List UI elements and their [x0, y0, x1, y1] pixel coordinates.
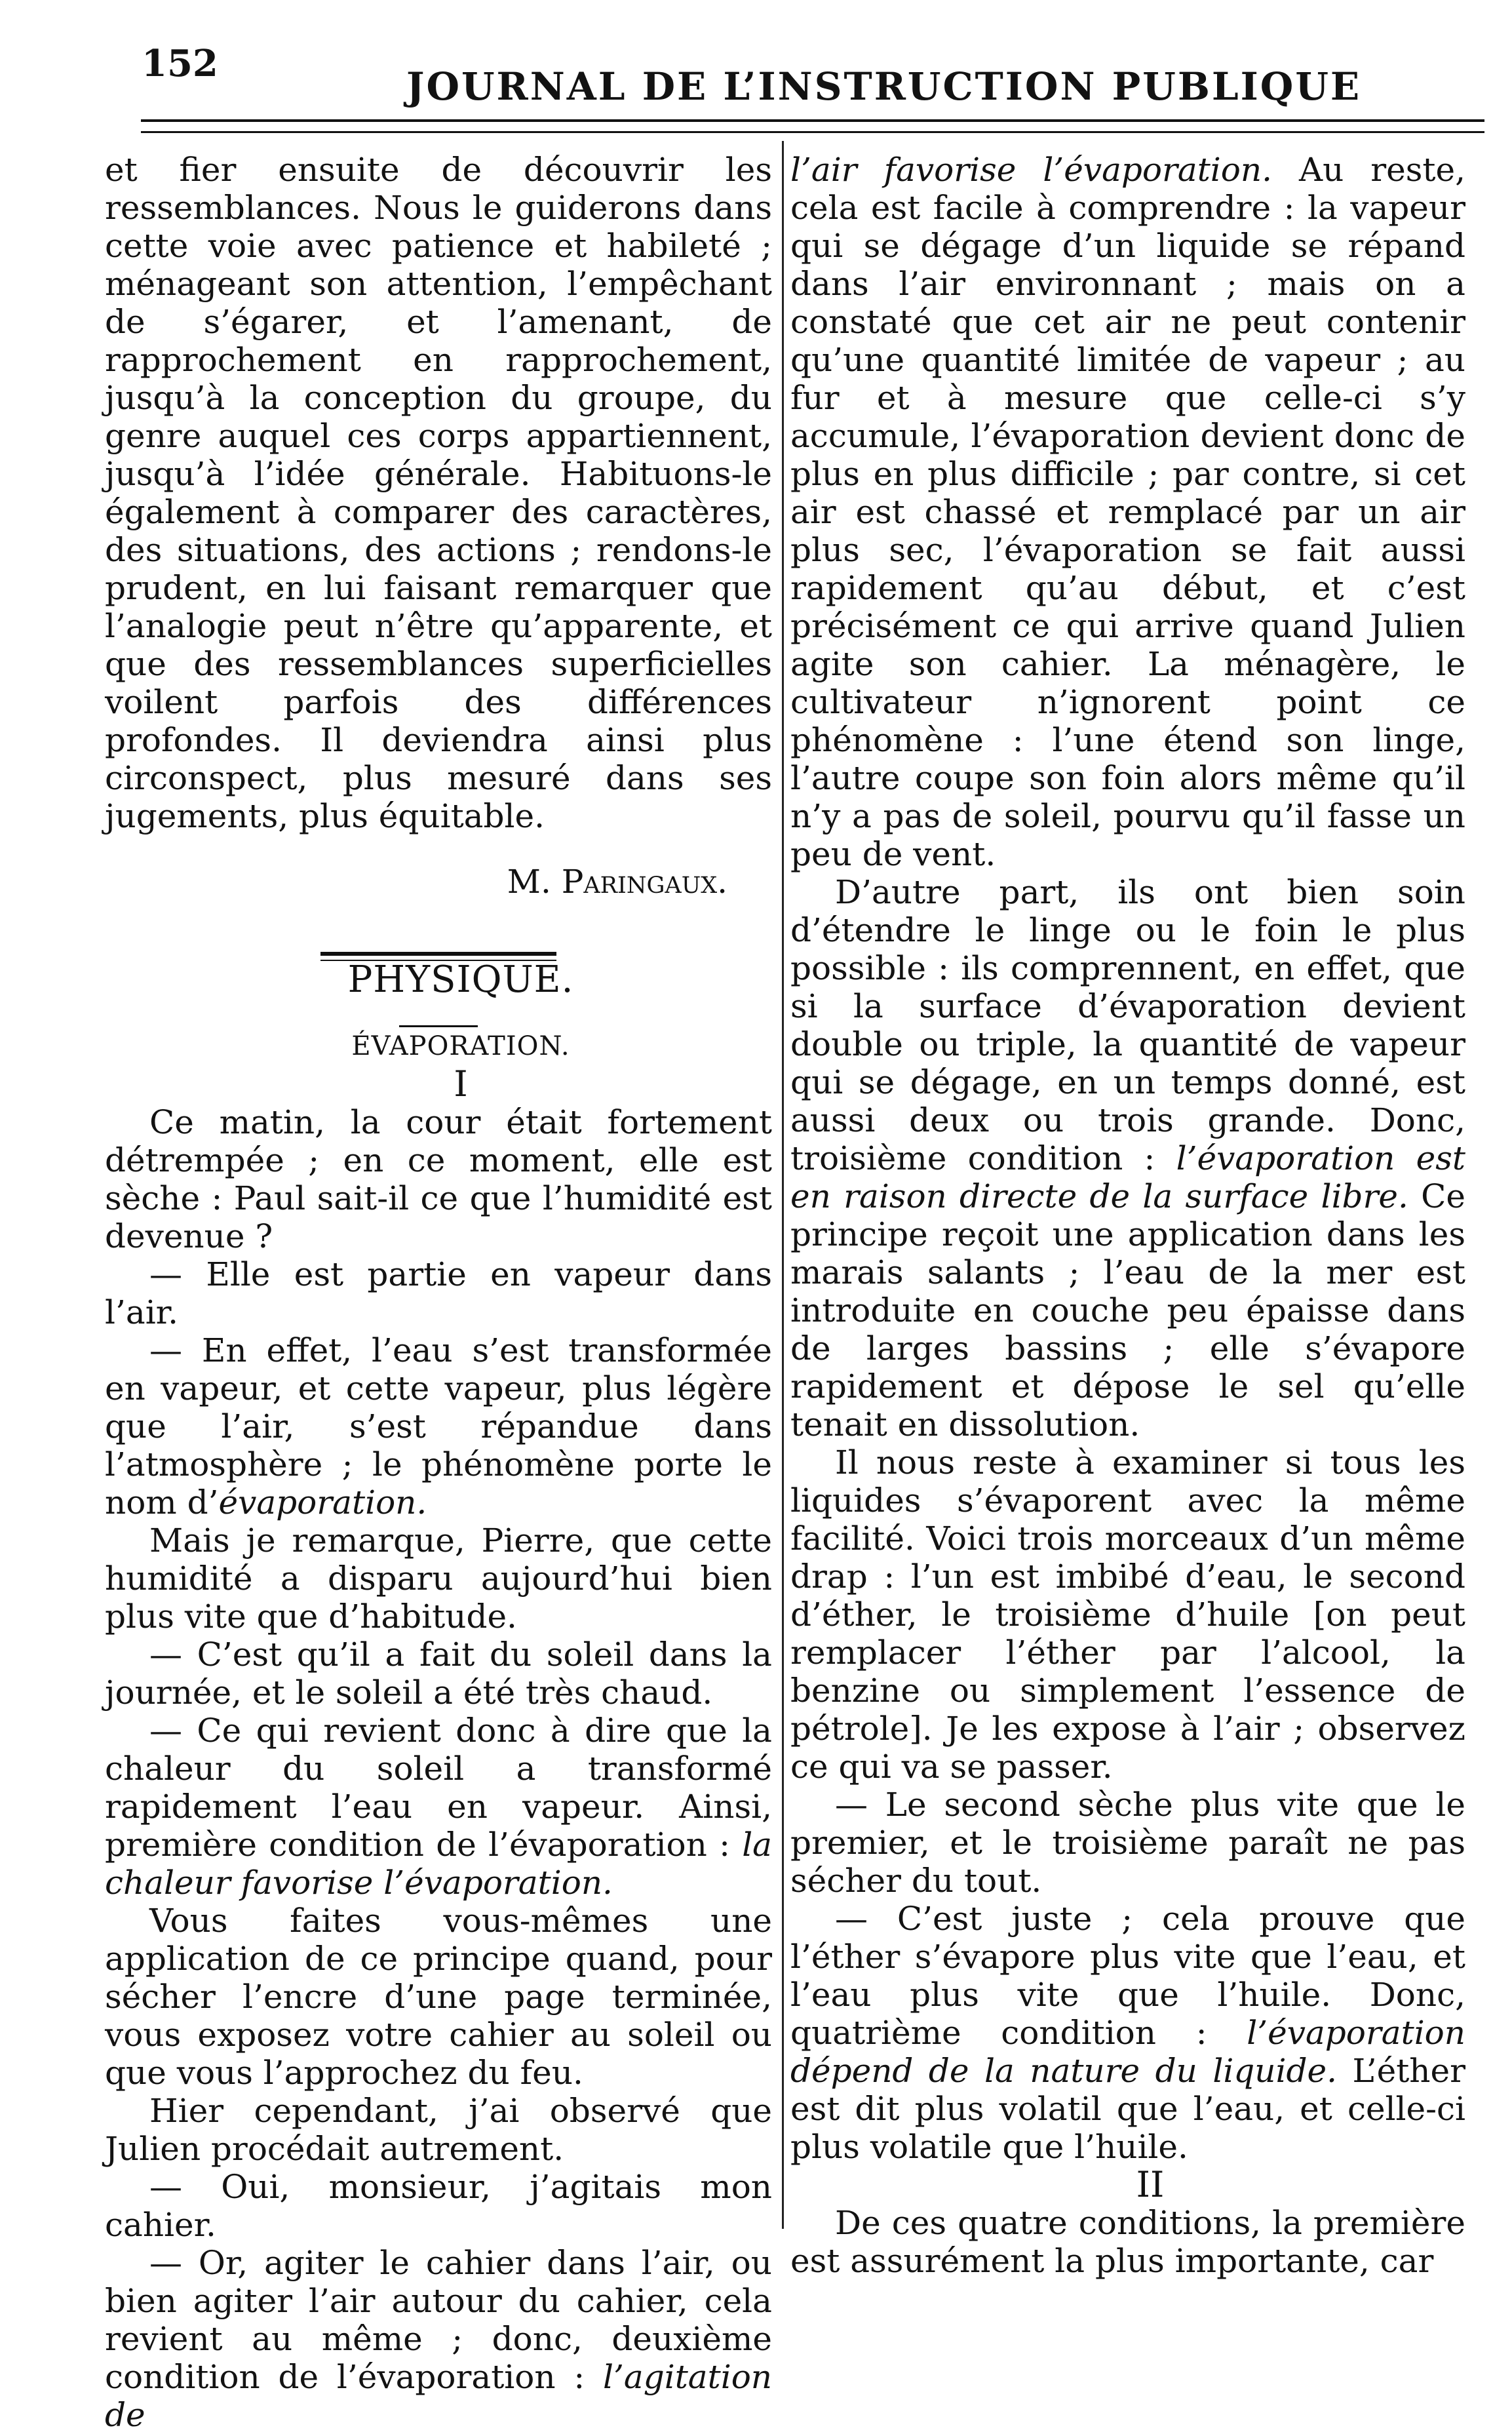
section-numeral-2: II: [1136, 2164, 1165, 2205]
paragraph: Il nous reste à examiner si tous les liquides s’évaporent avec la même facilité. Voici trois morceaux d’un même drap : l’un est imbibé d’eau, le second d’éther, le troisième d’huile [on peut remplacer l’éther par l’alcool, la benzine ou simplement l’essence de pétrole]. Je les expose à l’air ; observez ce qui va se passer.: [790, 1443, 1465, 1786]
running-title: JOURNAL DE L’INSTRUCTION PUBLIQUE: [406, 64, 1362, 109]
text-run: D’autre part, ils ont bien soin d’étendre le linge ou le foin le plus possible : ils comprennent, en effet, que si la surface d’évaporation devient double ou triple, la quantité de vapeur qui se dégage, en un temps donné, est aussi deux ou trois grande. Donc, troisième condition :: [790, 873, 1465, 1177]
paragraph: [105, 1331, 772, 1521]
paragraph: — Le second sèche plus vite que le premier, et le troisième paraît ne pas sécher du tout.: [790, 1786, 1465, 1900]
paragraph: — Oui, monsieur, j’agitais mon cahier.: [105, 2168, 772, 2244]
italic-principle: l’air favorise l’évaporation.: [790, 151, 1272, 189]
italic-principle: l’agitation de: [105, 2358, 772, 2434]
text-run: — Ce qui revient donc à dire que la chaleur du soleil a transformé rapidement l’eau en vapeur. Ainsi, première condition de l’évaporation :: [105, 1712, 772, 1864]
paragraph: — Elle est partie en vapeur dans l’air.: [105, 1255, 772, 1331]
paragraph: [790, 151, 1465, 873]
signature-initial: M.: [507, 863, 562, 901]
author-signature: [105, 863, 727, 901]
paragraph: Ce matin, la cour était fortement détrempée ; en ce moment, elle est sèche : Paul sait-il ce que l’humidité est devenue ?: [105, 1103, 772, 1255]
paragraph: Hier cependant, j’ai observé que Julien procédait autrement.: [105, 2092, 772, 2168]
paragraph: Mais je remarque, Pierre, que cette humidité a disparu aujourd’hui bien plus vite que d’habitude.: [105, 1521, 772, 1636]
column-divider: [782, 141, 784, 2229]
paragraph: [105, 1712, 772, 1902]
text-run: Au reste, cela est facile à comprendre : la vapeur qui se dégage d’un liquide se répand dans l’air environnant ; mais on a constaté que cet air ne peut contenir qu’une quantité limitée de vapeur ; au fur et à mesure que celle-ci s’y accumule, l’évaporation devient donc de plus en plus difficile ; par contre, si cet air est chassé et remplacé par un air plus sec, l’évaporation se fait aussi rapidement qu’au début, et c’est précisément ce qui arrive quand Julien agite son cahier. La ménagère, le cultivateur n’ignorent point ce phénomène : l’une étend son linge, l’autre coupe son foin alors même qu’il n’y a pas de soleil, pourvu qu’il fasse un peu de vent.: [790, 151, 1465, 873]
header-rule-bottom: [141, 131, 1484, 133]
text-run: — En effet, l’eau s’est transformée en vapeur, et cette vapeur, plus légère que l’air, s’est répandue dans l’atmosphère ; le phénomène porte le nom d’: [105, 1331, 772, 1521]
header-rule-top: [141, 119, 1484, 122]
italic-principle: l’évaporation dépend de la nature du liquide.: [790, 2014, 1465, 2090]
article-title: ÉVAPORATION.: [351, 1031, 570, 1061]
paragraph: [790, 1900, 1465, 2166]
signature-name: Paringaux.: [561, 863, 727, 901]
paragraph: [790, 873, 1465, 1443]
italic-term: évaporation.: [218, 1483, 427, 1521]
continued-paragraph: et fier ensuite de découvrir les ressemblances. Nous le guiderons dans cette voie avec patience et habileté ; ménageant son attention, l’empêchant de s’égarer, et l’amenant, de rapprochement en rapprochement, jusqu’à la conception du groupe, du genre auquel ces corps appartiennent, jusqu’à l’idée générale. Habituons-le également à comparer des caractères, des situations, des actions ; rendons-le prudent, en lui faisant remarquer que l’analogie peut n’être qu’apparente, et que des ressemblances superficielles voilent parfois des différences profondes. Il deviendra ainsi plus circonspect, plus mesuré dans ses jugements, plus équitable.: [105, 151, 772, 835]
text-run: — Or, agiter le cahier dans l’air, ou bien agiter l’air autour du cahier, cela revient au même ; donc, deuxième condition de l’évaporation :: [105, 2244, 772, 2396]
paragraph: Vous faites vous-mêmes une application de ce principe quand, pour sécher l’encre d’une page terminée, vous exposez votre cahier au soleil ou que vous l’approchez du feu.: [105, 1902, 772, 2092]
section-numeral-1: I: [454, 1063, 468, 1105]
italic-principle: l’évaporation est en raison directe de la surface libre.: [790, 1139, 1465, 1215]
page-number: 152: [142, 42, 218, 85]
text-run: Ce principe reçoit une application dans les marais salants ; l’eau de la mer est introduite en couche peu épaisse dans de larges bassins ; elle s’évapore rapidement et dépose le sel qu’elle tenait en dissolution.: [790, 1177, 1466, 1443]
paragraph: — C’est qu’il a fait du soleil dans la journée, et le soleil a été très chaud.: [105, 1636, 772, 1712]
italic-principle: la chaleur favorise l’évaporation.: [105, 1826, 772, 1902]
paragraph: [105, 2244, 772, 2434]
left-column: [105, 151, 772, 2434]
subject-heading: PHYSIQUE.: [347, 958, 574, 1001]
text-run: — C’est juste ; cela prouve que l’éther s’évapore plus vite que l’eau, et l’eau plus vite que l’huile. Donc, quatrième condition :: [790, 1900, 1465, 2052]
text-run: L’éther est dit plus volatil que l’eau, et celle-ci plus volatile que l’huile.: [790, 2052, 1465, 2166]
right-column: [790, 151, 1465, 2280]
paragraph: De ces quatre conditions, la première est assurément la plus importante, car: [790, 2204, 1465, 2280]
